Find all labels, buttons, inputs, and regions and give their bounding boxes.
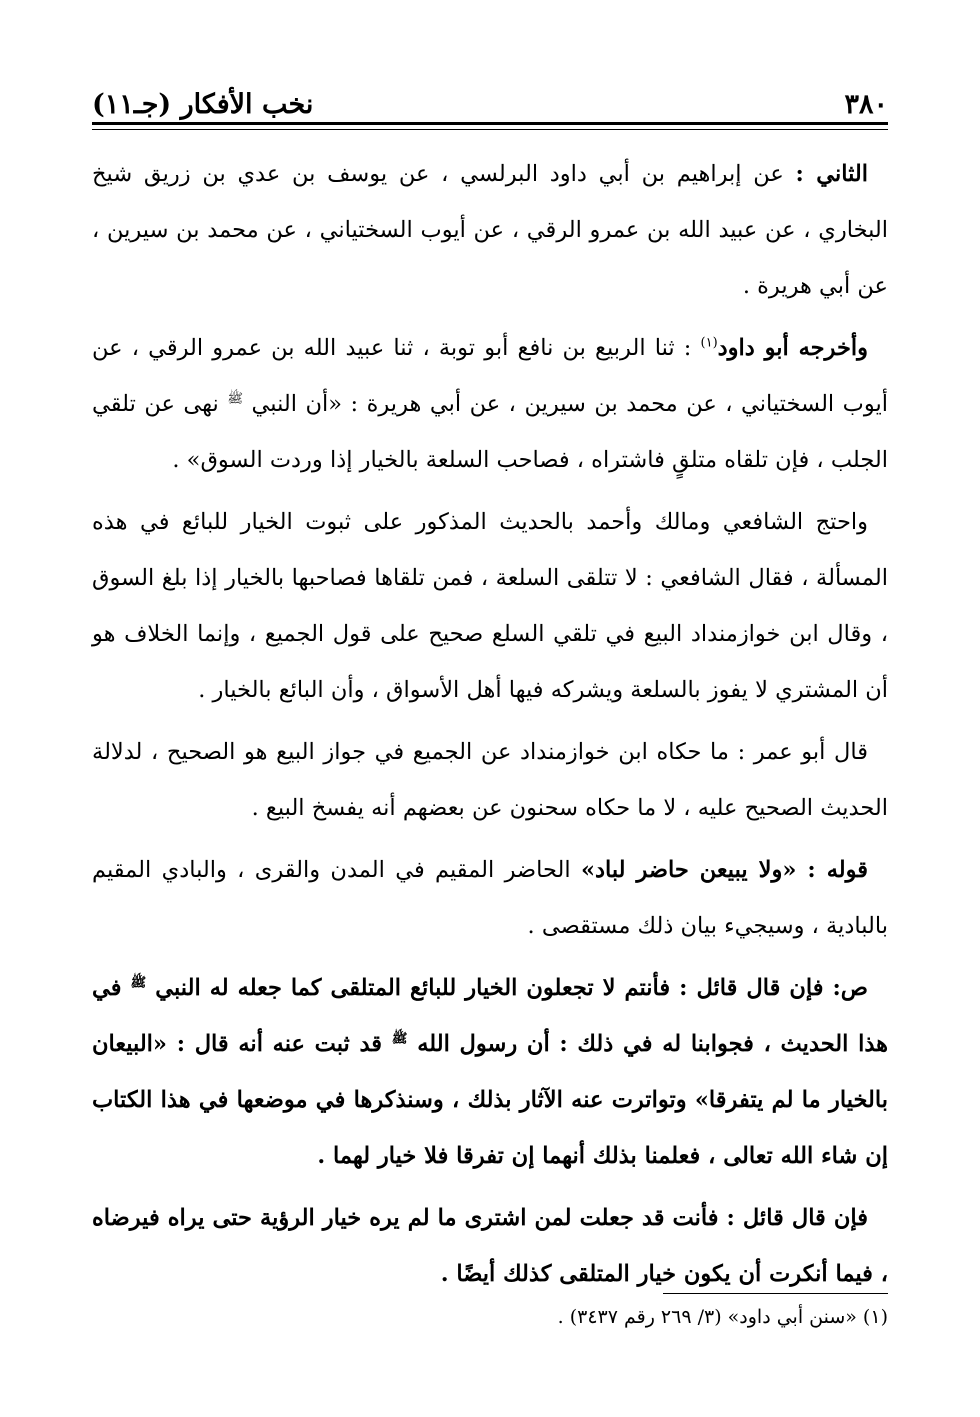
paragraph-lead: وأخرجه أبو داود (717, 335, 868, 361)
paragraph-1 (92, 146, 888, 314)
footnote-separator (663, 1293, 888, 1294)
page-number: ٣٨٠ (844, 89, 888, 120)
paragraph-text: ص: فإن قال قائل : فأنتم لا تجعلون الخيار للبائع المتلقى كما جعله له النبي (146, 975, 868, 1001)
paragraph-7 (92, 1190, 888, 1302)
header-rule-thin (92, 129, 888, 130)
header-rule-thick (92, 122, 888, 125)
main-text (92, 146, 888, 1308)
paragraph-5 (92, 842, 888, 954)
paragraph-3 (92, 494, 888, 718)
salawat-symbol: ﷺ (130, 975, 147, 991)
paragraph-4 (92, 724, 888, 836)
paragraph-2 (92, 320, 888, 488)
salawat-symbol-2: ﷺ (391, 1031, 408, 1047)
paragraph-text: الحاضر المقيم في المدن والقرى ، والبادي المقيم بالبادية ، وسيجيء بيان ذلك مستقصى . (92, 857, 888, 939)
paragraph-text: عن إبراهيم بن أبي داود البرلسي ، عن يوسف بن عدي بن زريق شيخ البخاري ، عن عبيد الله بن عمرو الرقي ، عن أيوب السختياني ، عن محمد بن سيرين ، عن أبي هريرة . (92, 161, 888, 299)
salawat-symbol: ﷺ (227, 391, 244, 407)
book-title: نخب الأفكار (جـ١١) (92, 89, 314, 120)
page-header (92, 80, 888, 120)
footnote-ref: (١) (700, 335, 718, 351)
paragraph-text: واحتج الشافعي ومالك وأحمد بالحديث المذكور على ثبوت الخيار للبائع في هذه المسألة ، فقال الشافعي : لا تتلقى السلعة ، فمن تلقاها فصاحبها بالخيار إذا بلغ السوق ، وقال ابن خوازمنداد البيع في تلقي السلع صحيح على قول الجميع ، وإنما الخلاف هو أن المشتري لا يفوز بالسلعة ويشركه فيها أهل الأسواق ، وأن البائع بالخيار . (92, 509, 888, 703)
paragraph-text-continued: في هذا الحديث ، فجوابنا له في ذلك : أن رسول الله (92, 975, 888, 1057)
paragraph-6 (92, 960, 888, 1184)
paragraph-lead: قوله : «ولا يبيعن حاضر لباد» (580, 857, 868, 883)
paragraph-text-end: قد ثبت عنه أنه قال : «البيعان بالخيار ما لم يتفرقا» وتواترت عنه الآثار بذلك ، وسنذكرها في موضعها في هذا الكتاب إن شاء الله تعالى ، فعلمنا بذلك أنهما إن تفرقا فلا خيار لهما . (92, 1031, 888, 1169)
paragraph-text: قال أبو عمر : ما حكاه ابن خوازمنداد عن الجميع في جواز البيع هو الصحيح ، لدلالة الحديث الصحيح عليه ، لا ما حكاه سحنون عن بعضهم أنه يفسخ البيع . (92, 739, 888, 821)
paragraph-text: : ثنا الربيع بن نافع أبو توبة ، ثنا عبيد الله بن عمرو الرقي ، عن أيوب السختياني ، عن محمد بن سيرين ، عن أبي هريرة : «أن النبي (92, 335, 888, 417)
footnote: (١) «سنن أبي داود» (٣/ ٢٦٩ رقم ٣٤٣٧) . (557, 1306, 888, 1328)
paragraph-lead: الثاني : (795, 161, 868, 187)
paragraph-text-continued: نهى عن تلقي الجلب ، فإن تلقاه متلقٍ فاشتراه ، فصاحب السلعة بالخيار إذا وردت السوق» . (92, 391, 888, 473)
paragraph-text: فإن قال قائل : فأنت قد جعلت لمن اشترى ما لم يره خيار الرؤية حتى يراه فيرضاه ، فيما أنكرت أن يكون خيار المتلقى كذلك أيضًا . (92, 1205, 888, 1287)
